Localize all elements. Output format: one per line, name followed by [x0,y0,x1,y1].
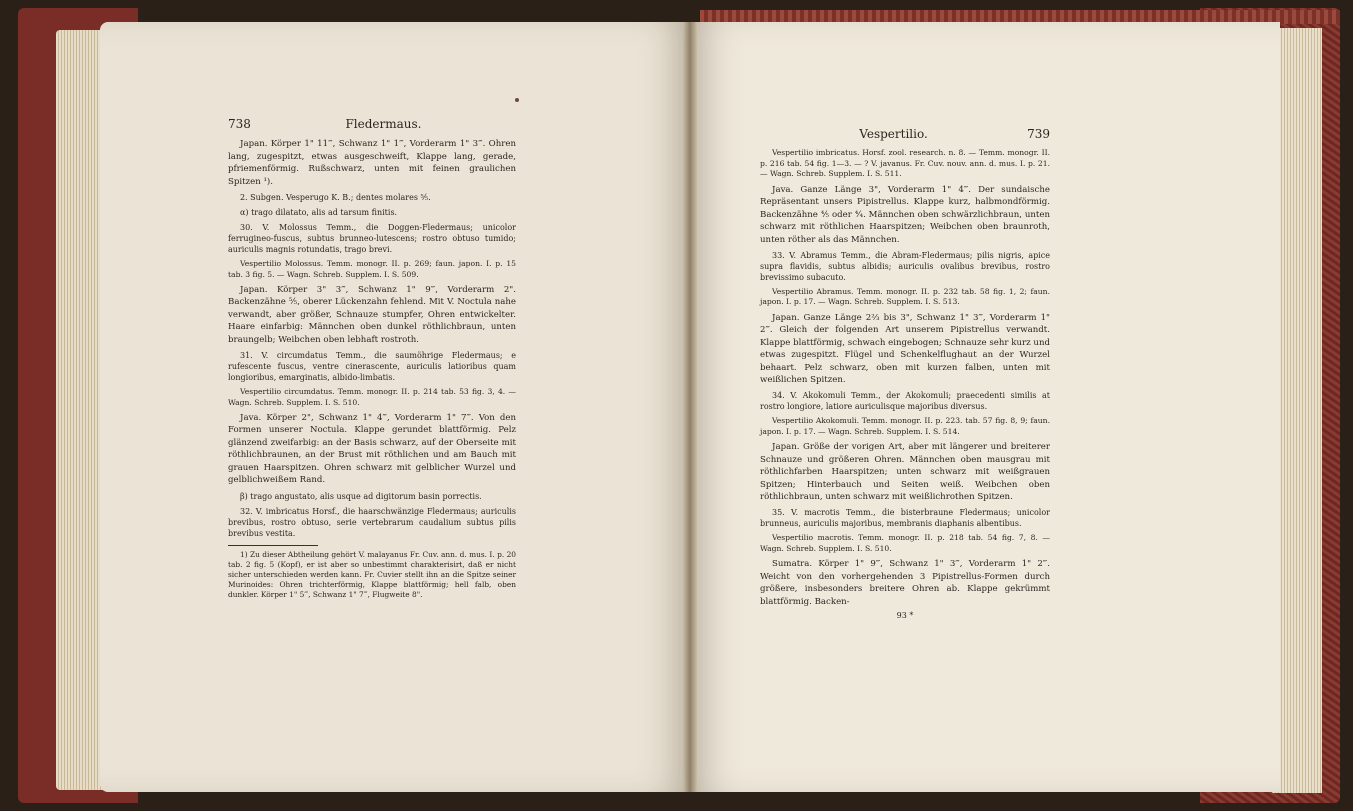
book-gutter [683,22,697,792]
paragraph: 2. Subgen. Vesperugo K. B.; dentes molares ⁵⁄₅. [240,193,431,203]
paragraph: Java. Ganze Länge 3", Vorderarm 1" 4‴. Der sundaische Repräsentant unsers Pipistrellus. Klappe kurz, halbmondförmig. Backenzähne ⁴⁄₅ oder ⁴⁄₄. Männchen oben schwärzlichbraun, unten schwarz mit röthlichen Haarspitzen; Weibchen oben braunroth, unten röther als das Männchen. [760,184,1050,245]
left-running-head: Fledermaus. [345,117,422,131]
paragraph: 32. V. imbricatus Horsf., die haarschwänzige Fledermaus; auriculis brevibus, rostro obtuso, serie vertebrarum caudalium subtus pilis brevibus vestita. [228,506,516,538]
signature-mark: 93 * [896,611,914,621]
paragraph: Vespertilio Abramus. Temm. monogr. II. p. 232 tab. 58 fig. 1, 2; faun. japon. I. p. 17. — Wagn. Schreb. Supplem. I. S. 513. [760,286,1050,307]
paragraph: Vespertilio circumdatus. Temm. monogr. II. p. 214 tab. 53 fig. 3, 4. — Wagn. Schreb. Supplem. I. S. 510. [228,387,516,407]
paragraph: 34. V. Akokomuli Temm., der Akokomuli; praecedenti similis at rostro longiore, latiore auriculisque majoribus diversus. [760,391,1050,412]
paragraph: Vespertilio macrotis. Temm. monogr. II. p. 218 tab. 54 fig. 7, 8. — Wagn. Schreb. Supplem. I. S. 510. [760,533,1050,553]
paragraph: 33. V. Abramus Temm., die Abram-Fledermaus; pilis nigris, apice supra flavidis, subtus albidis; auriculis ovalibus brevibus, rostro brevissimo subacuto. [760,250,1050,282]
paragraph: 31. V. circumdatus Temm., die saumöhrige Fledermaus; e rufescente fuscus, ventre cinerascente, auriculis latioribus quam longioribus, emarginatis, albido-limbatis. [228,351,516,383]
paragraph: Vespertilio Molossus. Temm. monogr. II. p. 269; faun. japon. I. p. 15 tab. 3 fig. 5. — Wagn. Schreb. Supplem. I. S. 509. [228,259,516,279]
right-page-number: 739 [1027,127,1050,141]
paragraph: Java. Körper 2", Schwanz 1" 4‴, Vorderarm 1" 7‴. Von den Formen unserer Noctula. Klappe gerundet blattförmig. Pelz glänzend zweifarbig: an der Basis schwarz, auf der Oberseite mit röthlichbraunen, an der Brust mit röthlichen und am Bauch mit grauen Haarspitzen. Ohren schwarz mit gelblicher Wurzel und gelblichweißem Rand. [228,413,516,486]
left-page-text [228,118,516,604]
ink-speck [515,98,519,102]
paragraph: Japan. Ganze Länge 2⅔ bis 3", Schwanz 1" 3‴, Vorderarm 1" 2‴. Gleich der folgenden Art unserem Pipistrellus verwandt. Klappe blattförmig, schwach eingebogen; Schnauze sehr kurz und etwas zugespitzt. Flügel und Schenkelflughaut an der Wurzel behaart. Pelz schwarz, oben mit kurzen falben, unten mit weißlichen Spitzen. [760,312,1050,385]
footnote: 1) Zu dieser Abtheilung gehört V. malayanus Fr. Cuv. ann. d. mus. I. p. 20 tab. 2 fig. 5 (Kopf), er ist aber so unbestimmt charakterisirt, daß er nicht sicher unterschieden werden kann. Fr. Cuvier stellt ihn an die Spitze seiner Murinoides: Ohren trichterförmig, Klappe blattförmig; hell falb, oben dunkler. Körper 1" 5‴, Schwanz 1" 7‴, Flugweite 8". [228,549,516,599]
right-running-head: Vespertilio. [859,127,928,141]
paragraph: β) trago angustato, alis usque ad digitorum basin porrectis. [240,491,482,501]
right-page-text [760,128,1050,622]
paragraph: 30. V. Molossus Temm., die Doggen-Fledermaus; unicolor ferrugineo-fuscus, subtus brunneo-lutescens; rostro obtuso tumido; auriculis magnis rotundatis, trago brevi. [228,223,516,255]
footnote-rule [228,545,318,546]
paragraph: Japan. Körper 3" 3‴, Schwanz 1" 9‴, Vorderarm 2". Backenzähne ⁵⁄₅, oberer Lückenzahn fehlend. Mit V. Noctula nahe verwandt, aber größer, Schnauze stumpfer, Ohren entwickelter. Haare einfarbig: Männchen oben dunkel röthlichbraun, unten braungelb; Weibchen oben lebhaft rostroth. [228,285,516,345]
left-page-number: 738 [228,117,251,131]
paragraph: Vespertilio imbricatus. Horsf. zool. research. n. 8. — Temm. monogr. II. p. 216 tab. 54 fig. 1—3. — ? V. javanus. Fr. Cuv. nouv. ann. d. mus. I. p. 21. — Wagn. Schreb. Supplem. I. S. 511. [760,148,1050,179]
paragraph: Japan. Größe der vorigen Art, aber mit längerer und breiterer Schnauze und größeren Ohren. Männchen oben mausgrau mit röthlichfarben Haarspitzen; unten schwarz mit weißgrauen Spitzen; Hinterbauch und Seiten weiß. Weibchen oben röthlichbraun, unten schwarz mit weißlichrothen Spitzen. [760,442,1050,502]
paragraph: 35. V. macrotis Temm., die bisterbraune Fledermaus; unicolor brunneus, auriculis majoribus, membranis diaphanis albentibus. [760,508,1050,529]
right-page-header [760,128,1050,140]
left-page-header [228,118,516,130]
paragraph: Sumatra. Körper 1" 9‴, Schwanz 1" 3‴, Vorderarm 1" 2‴. Weicht von den vorhergehenden 3 Pipistrellus-Formen durch größere, insbesonders breitere Ohren ab. Klappe gekrümmt blattförmig. Backen- [760,559,1050,607]
paragraph: Japan. Körper 1" 11‴, Schwanz 1" 1‴, Vorderarm 1" 3‴. Ohren lang, zugespitzt, etwas ausgeschweift, Klappe lang, gerade, pfriemenförmig. Rußschwarz, unten mit feinen graulichen Spitzen ¹). [228,139,516,187]
paragraph: Vespertilio Akokomuli. Temm. monogr. II. p. 223. tab. 57 fig. 8, 9; faun. japon. I. p. 17. — Wagn. Schreb. Supplem. I. S. 514. [760,416,1050,436]
paragraph: α) trago dilatato, alis ad tarsum finitis. [240,208,398,218]
